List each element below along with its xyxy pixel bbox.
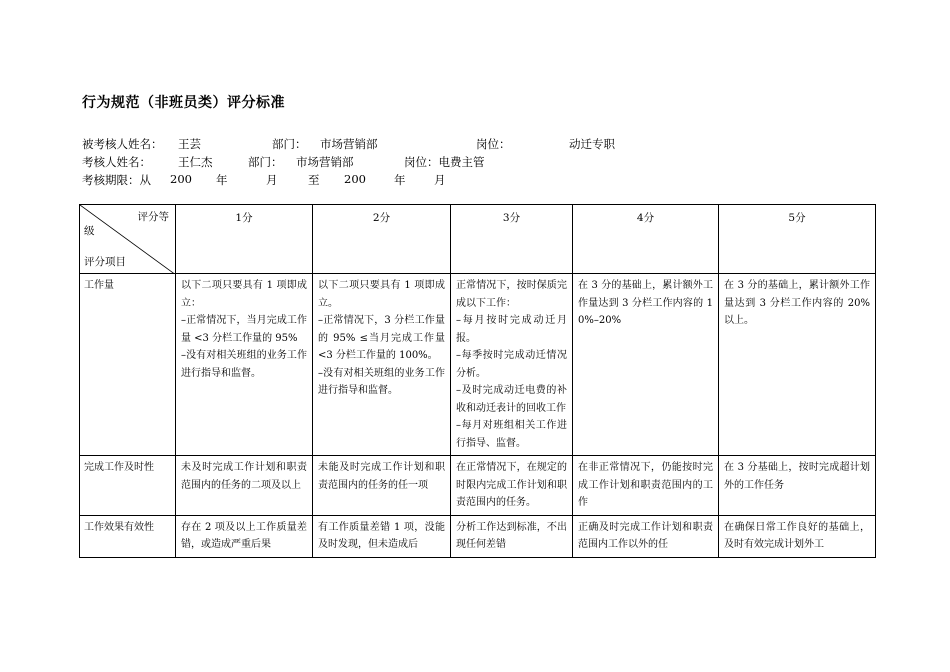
score-1-cell xyxy=(176,515,313,557)
corner-header-cell xyxy=(80,205,176,274)
period-label: 考核期限：从 xyxy=(82,173,151,187)
cell-text: 未及时完成工作计划和职责范围内的任务的二项及以上 xyxy=(181,462,307,491)
dept-value-2: 市场营销部 xyxy=(296,155,354,169)
corner-label-grade: 评分等 xyxy=(137,211,169,223)
cell-text: 以下二项只要具有 1 项即成立： xyxy=(181,280,307,309)
cell-text: 未能及时完成工作计划和职责范围内的任务的任一项 xyxy=(318,462,445,491)
cell-text: 在确保日常工作良好的基础上，及时有效完成计划外工 xyxy=(724,521,870,550)
period-year-char-2: 年 xyxy=(394,173,406,187)
post-label-1: 岗位： xyxy=(476,137,511,151)
period-month-char-2: 月 xyxy=(434,173,446,187)
examinee-name: 王芸 xyxy=(178,137,201,151)
score-1-cell xyxy=(176,274,313,456)
cell-text: 在正常情况下，在规定的时限内完成工作计划和职责范围内的任务。 xyxy=(456,462,567,508)
score-5-cell xyxy=(719,515,876,557)
score-3-cell xyxy=(451,515,573,557)
cell-text: 有工作质量差错 1 项，没能及时发现，但未造成后 xyxy=(318,521,445,550)
table-row xyxy=(80,456,876,516)
examiner-label: 考核人姓名： xyxy=(82,155,151,169)
dept-value-1: 市场营销部 xyxy=(320,137,378,151)
cell-text: –没有对相关班组的业务工作进行指导和监督。 xyxy=(318,367,445,396)
score-1-cell xyxy=(176,456,313,516)
row-label: 工作效果有效性 xyxy=(80,515,176,557)
dept-label-2: 部门： xyxy=(248,155,283,169)
cell-text: –及时完成动迁电费的补收和动迁表计的回收工作 xyxy=(456,385,567,414)
cell-text: 正确及时完成工作计划和职责范围内工作以外的任 xyxy=(578,521,713,550)
post-value-1: 动迁专职 xyxy=(569,137,615,151)
score-3-cell xyxy=(451,456,573,516)
score-2-cell xyxy=(313,274,451,456)
header-score-1: 1分 xyxy=(176,205,313,274)
score-2-cell xyxy=(313,515,451,557)
header-score-3: 3分 xyxy=(451,205,573,274)
cell-text: 存在 2 项及以上工作质量差错，或造成严重后果 xyxy=(181,521,307,550)
score-4-cell xyxy=(573,274,719,456)
period-year-char-1: 年 xyxy=(216,173,228,187)
cell-text: –每季按时完成动迁情况分析。 xyxy=(456,350,567,379)
cell-text: –没有对相关班组的业务工作进行指导和监督。 xyxy=(181,350,307,379)
corner-label-grade-cont: 级 xyxy=(84,225,95,237)
period-to-year: 200 xyxy=(344,172,366,186)
post-label-2: 岗位：电费主管 xyxy=(404,155,485,169)
corner-label-item: 评分项目 xyxy=(84,255,126,268)
cell-text: –正常情况下，当月完成工作量 <3 分栏工作量的 95% xyxy=(181,315,307,344)
header-score-5: 5分 xyxy=(719,205,876,274)
row-label: 工作量 xyxy=(80,274,176,456)
score-5-cell xyxy=(719,456,876,516)
score-4-cell xyxy=(573,515,719,557)
score-4-cell xyxy=(573,456,719,516)
score-3-cell xyxy=(451,274,573,456)
cell-text: –每月对班组相关工作进行指导、监督。 xyxy=(456,420,567,449)
header-score-2: 2分 xyxy=(313,205,451,274)
period-to-char: 至 xyxy=(308,173,320,187)
cell-text: 正常情况下，按时保质完成以下工作： xyxy=(456,280,567,309)
examinee-label: 被考核人姓名： xyxy=(82,137,163,151)
cell-text: 在 3 分的基础上，累计额外工作量达到 3 分栏工作内容的 10%–20% xyxy=(578,280,713,326)
header-score-4: 4分 xyxy=(573,205,719,274)
table-row xyxy=(80,515,876,557)
scoring-table xyxy=(79,204,876,558)
dept-label-1: 部门： xyxy=(272,137,307,151)
table-header-row xyxy=(80,205,876,274)
table-body xyxy=(80,274,876,558)
score-2-cell xyxy=(313,456,451,516)
table-row xyxy=(80,274,876,456)
cell-text: 在非正常情况下，仍能按时完成工作计划和职责范围内的工作 xyxy=(578,462,713,508)
row-label: 完成工作及时性 xyxy=(80,456,176,516)
cell-text: 以下二项只要具有 1 项即成立。 xyxy=(318,280,445,309)
cell-text: 分析工作达到标准，不出现任何差错 xyxy=(456,521,567,550)
examiner-name: 王仁杰 xyxy=(178,155,213,169)
cell-text: –每月按时完成动迁月报。 xyxy=(456,315,567,344)
period-month-char-1: 月 xyxy=(266,173,278,187)
cell-text: 在 3 分基础上，按时完成超计划外的工作任务 xyxy=(724,462,870,491)
period-from-year: 200 xyxy=(170,172,192,186)
cell-text: –正常情况下，3 分栏工作量的 95% ≤当月完成工作量 <3 分栏工作量的 100%。 xyxy=(318,315,445,361)
score-5-cell xyxy=(719,274,876,456)
cell-text: 在 3 分的基础上，累计额外工作量达到 3 分栏工作内容的 20%以上。 xyxy=(724,280,870,326)
page-title: 行为规范（非班员类）评分标准 xyxy=(82,95,285,111)
